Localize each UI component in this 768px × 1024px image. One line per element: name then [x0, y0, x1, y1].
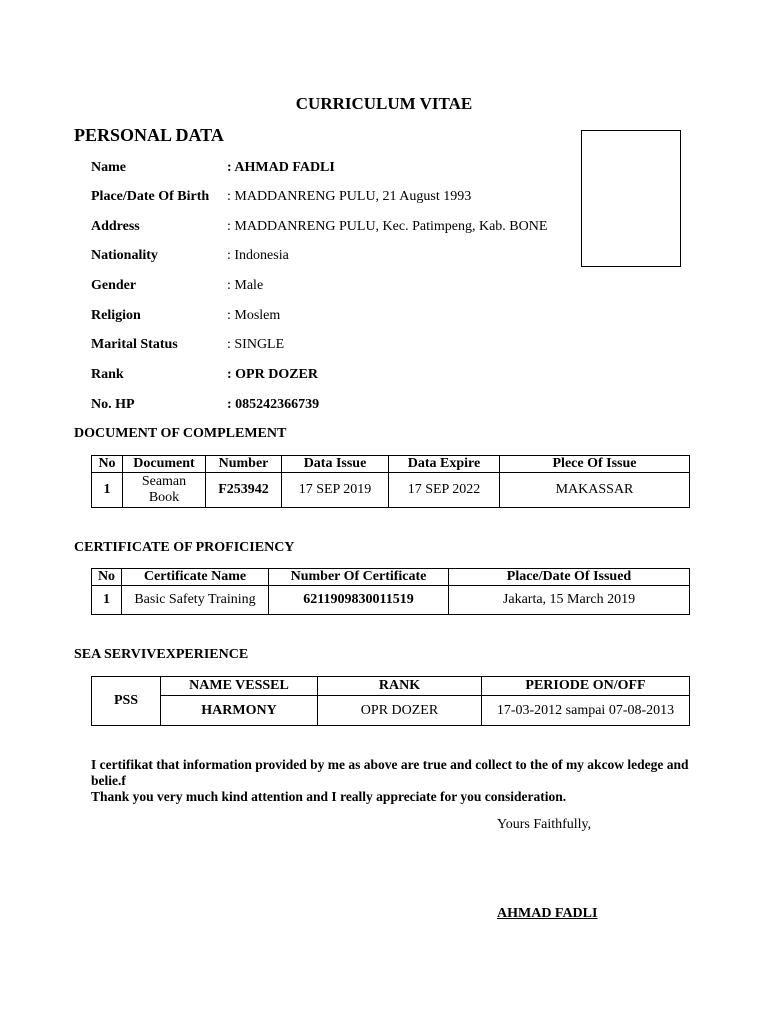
photo-placeholder — [581, 130, 681, 267]
table-header: Data Issue — [282, 456, 389, 473]
gender-label: Gender — [91, 278, 137, 293]
table-row — [92, 473, 690, 508]
table-cell: 1 — [92, 586, 122, 615]
name-value: : AHMAD FADLI — [227, 160, 335, 175]
table-cell: 17 SEP 2019 — [282, 473, 389, 508]
table-header: Document — [123, 456, 206, 473]
documents-table — [91, 455, 690, 508]
table-row — [92, 586, 690, 615]
table-header-row — [92, 569, 690, 586]
table-header-row — [92, 456, 690, 473]
table-header: Place/Date Of Issued — [449, 569, 690, 586]
sea-experience-table — [91, 676, 690, 726]
declaration — [91, 757, 691, 805]
certificates-heading: CERTIFICATE OF PROFICIENCY — [74, 540, 295, 555]
table-cell: F253942 — [206, 473, 282, 508]
nationality-label: Nationality — [91, 248, 158, 263]
table-cell: Seaman Book — [123, 473, 206, 508]
signature-name: AHMAD FADLI — [497, 906, 598, 921]
marital-status-label: Marital Status — [91, 337, 178, 352]
birth-label: Place/Date Of Birth — [91, 189, 210, 204]
table-header: PERIODE ON/OFF — [482, 677, 690, 696]
marital-status-value: : SINGLE — [227, 337, 285, 352]
certificates-table — [91, 568, 690, 615]
declaration-line: Thank you very much kind attention and I really appreciate for you consideration. — [91, 789, 567, 804]
sea-experience-heading: SEA SERVIVEXPERIENCE — [74, 647, 249, 662]
religion-value: : Moslem — [227, 308, 281, 323]
table-header: RANK — [318, 677, 482, 696]
rank-value: : OPR DOZER — [227, 367, 318, 382]
table-cell: HARMONY — [161, 696, 318, 726]
table-cell: 17-03-2012 sampai 07-08-2013 — [482, 696, 690, 726]
table-cell: 6211909830011519 — [269, 586, 449, 615]
table-header: Number Of Certificate — [269, 569, 449, 586]
rank-label: Rank — [91, 367, 124, 382]
declaration-line: I certifikat that information provided by me as above are true and collect to the of my akcow ledege and belie.f — [91, 757, 689, 788]
gender-value: : Male — [227, 278, 264, 293]
phone-label: No. HP — [91, 397, 135, 412]
name-label: Name — [91, 160, 126, 175]
table-cell: MAKASSAR — [500, 473, 690, 508]
table-cell: 17 SEP 2022 — [389, 473, 500, 508]
address-label: Address — [91, 219, 140, 234]
table-header: Plece Of Issue — [500, 456, 690, 473]
table-cell: Jakarta, 15 March 2019 — [449, 586, 690, 615]
table-cell: OPR DOZER — [318, 696, 482, 726]
sea-side-label: PSS — [92, 677, 161, 726]
table-cell: 1 — [92, 473, 123, 508]
phone-value: : 085242366739 — [227, 397, 320, 412]
table-header: Data Expire — [389, 456, 500, 473]
table-header-row — [92, 677, 690, 696]
closing-text: Yours Faithfully, — [497, 817, 592, 832]
table-cell: Basic Safety Training — [122, 586, 269, 615]
address-value: : MADDANRENG PULU, Kec. Patimpeng, Kab. BONE — [227, 219, 548, 234]
religion-label: Religion — [91, 308, 141, 323]
nationality-value: : Indonesia — [227, 248, 289, 263]
documents-heading: DOCUMENT OF COMPLEMENT — [74, 426, 287, 441]
document-title: CURRICULUM VITAE — [295, 94, 473, 113]
table-row — [92, 696, 690, 726]
table-header: Number — [206, 456, 282, 473]
table-header: NAME VESSEL — [161, 677, 318, 696]
table-header: No — [92, 569, 122, 586]
table-header: Certificate Name — [122, 569, 269, 586]
table-header: No — [92, 456, 123, 473]
personal-data-heading: PERSONAL DATA — [74, 125, 224, 145]
birth-value: : MADDANRENG PULU, 21 August 1993 — [227, 189, 472, 204]
